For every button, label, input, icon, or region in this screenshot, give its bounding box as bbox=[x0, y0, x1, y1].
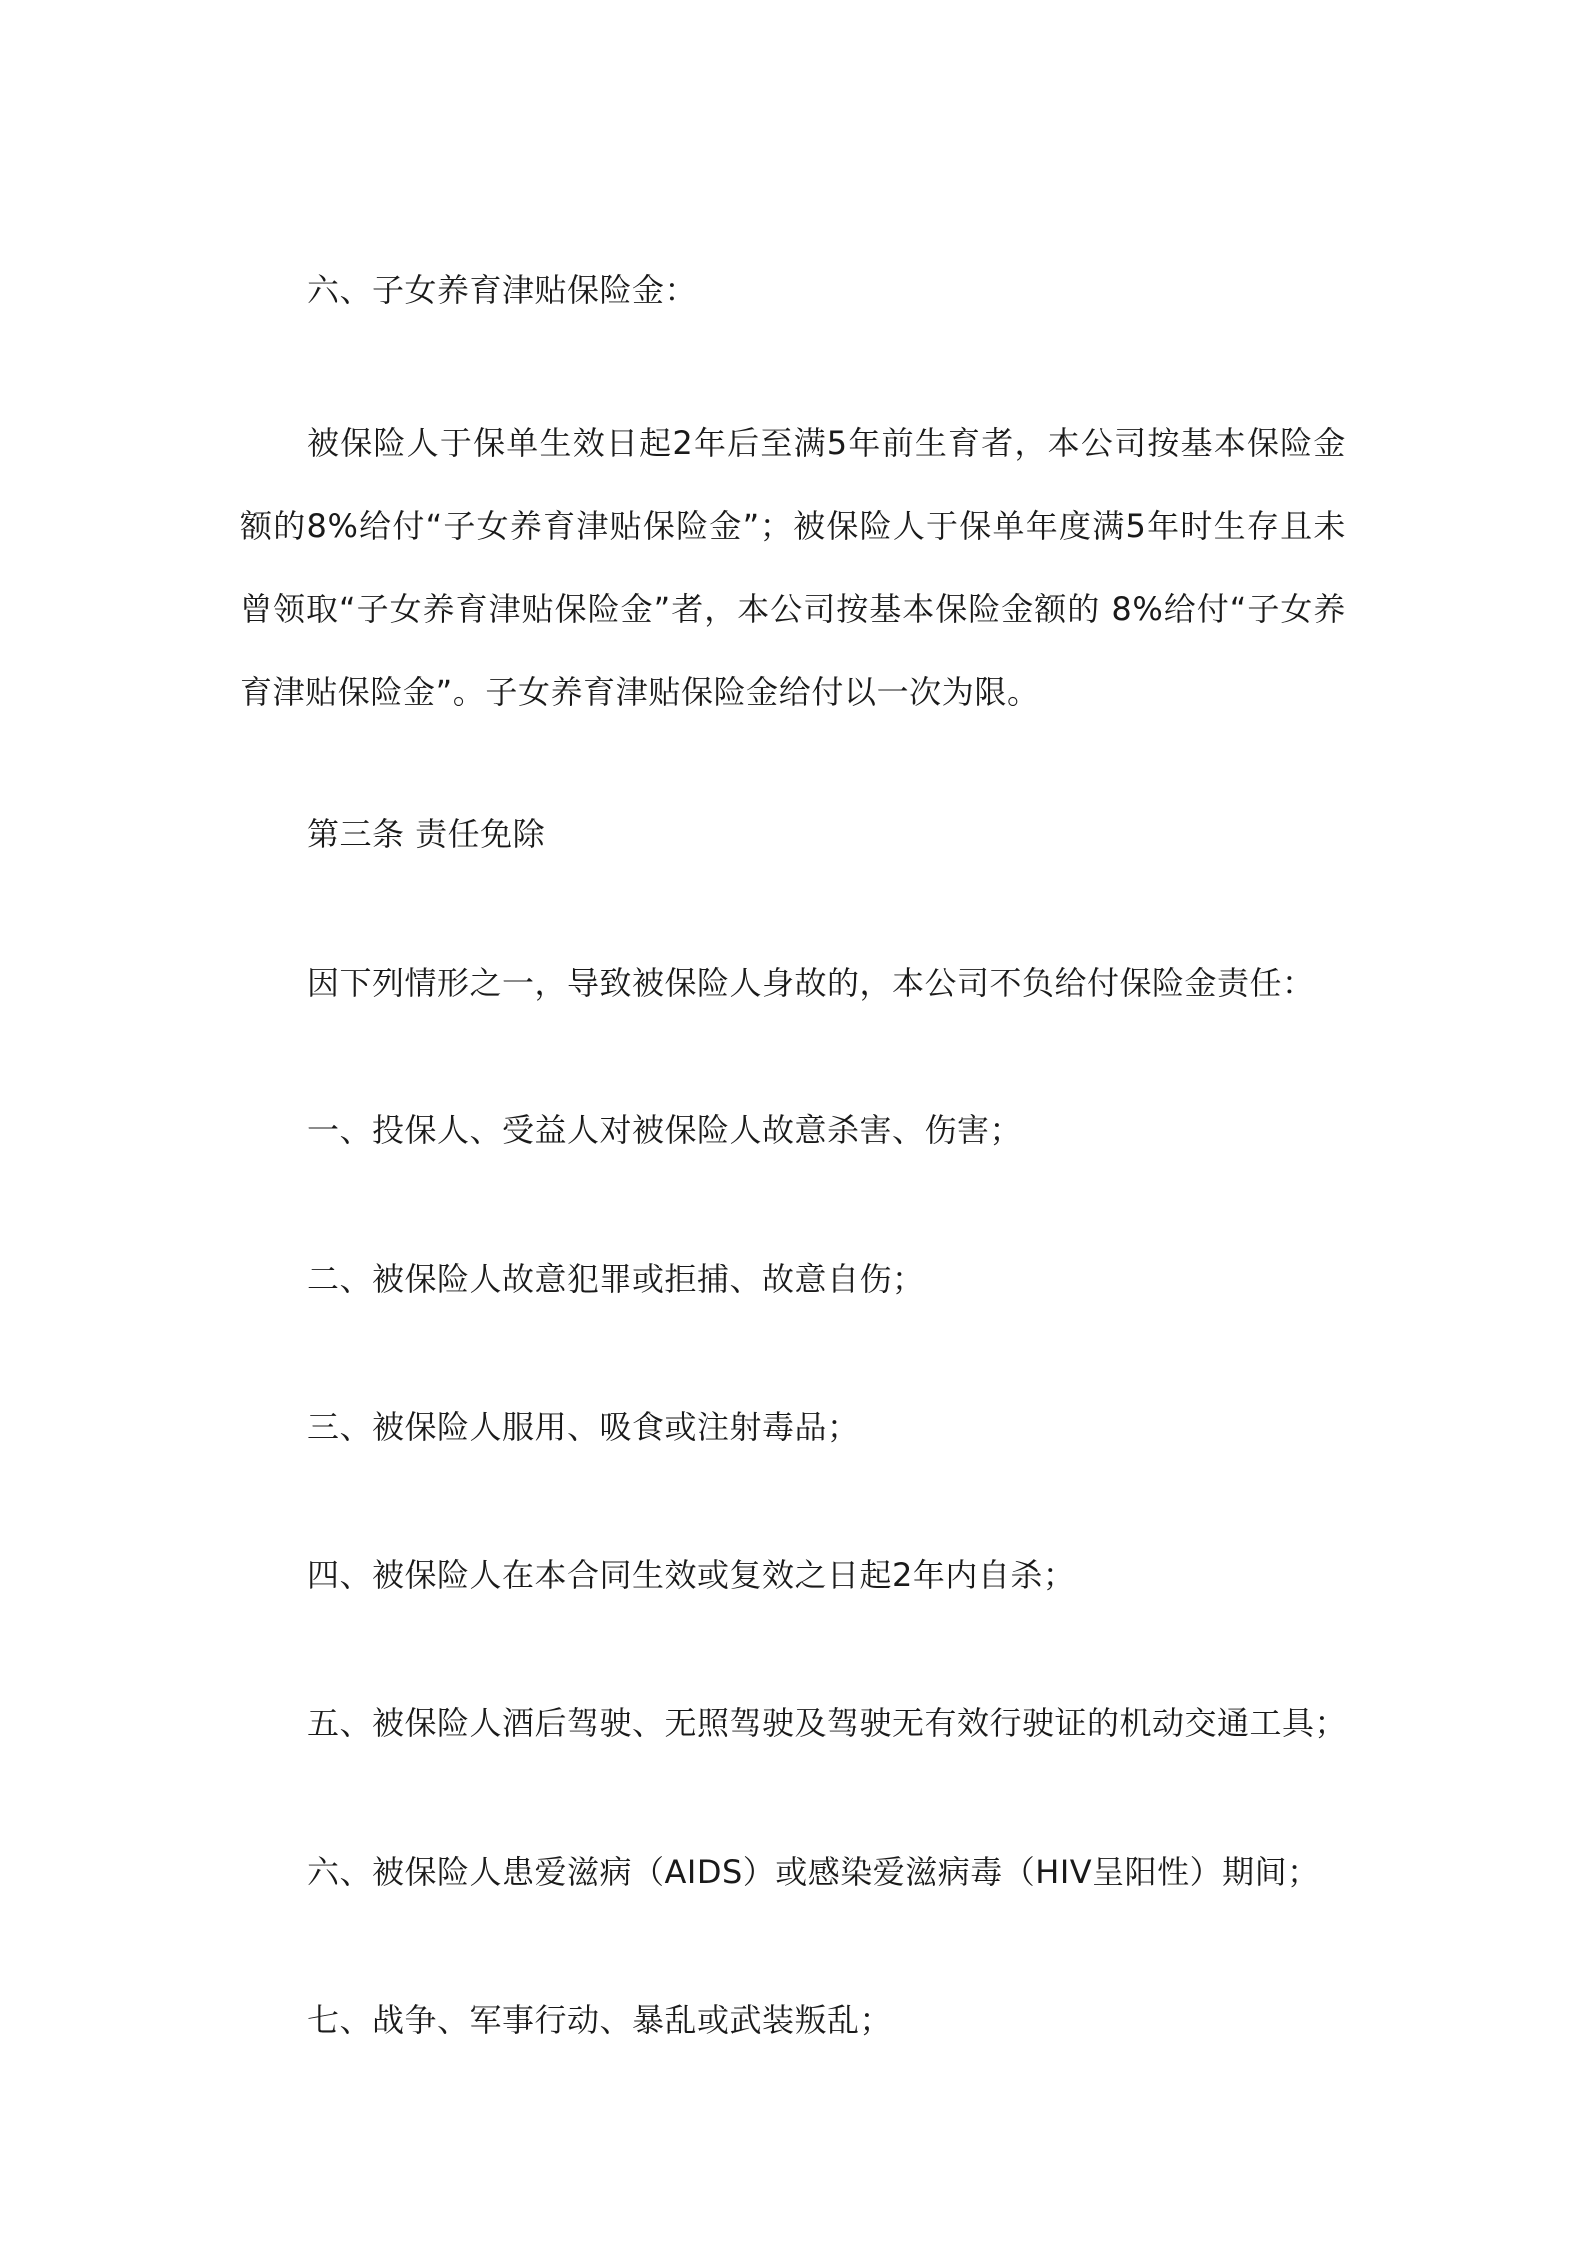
exclusion-item: 四、被保险人在本合同生效或复效之日起2年内自杀； bbox=[307, 1556, 1076, 1594]
exclusion-item: 七、战争、军事行动、暴乱或武装叛乱； bbox=[307, 2001, 893, 2039]
article-three-heading: 第三条 责任免除 bbox=[307, 815, 546, 853]
exclusion-item: 一、投保人、受益人对被保险人故意杀害、伤害； bbox=[307, 1111, 1023, 1149]
exclusion-item: 六、被保险人患爱滋病（AIDS）或感染爱滋病毒（HIV呈阳性）期间； bbox=[307, 1853, 1320, 1891]
section-six-heading: 六、子女养育津贴保险金： bbox=[307, 271, 698, 309]
exclusion-item: 五、被保险人酒后驾驶、无照驾驶及驾驶无有效行驶证的机动交通工具； bbox=[307, 1704, 1348, 1742]
section-six-body: 被保险人于保单生效日起2年后至满5年前生育者，本公司按基本保险金额的8%给付“子女养育津贴保险金”；被保险人于保单年度满5年时生存且未曾领取“子女养育津贴保险金”者，本公司按基本保险金额的 8%给付“子女养育津贴保险金”。子女养育津贴保险金给付以一次为限。 bbox=[240, 424, 1346, 711]
exclusion-intro: 因下列情形之一，导致被保险人身故的，本公司不负给付保险金责任： bbox=[307, 964, 1315, 1002]
exclusion-item: 三、被保险人服用、吸食或注射毒品； bbox=[307, 1408, 860, 1446]
exclusion-item: 二、被保险人故意犯罪或拒捕、故意自伤； bbox=[307, 1260, 925, 1298]
